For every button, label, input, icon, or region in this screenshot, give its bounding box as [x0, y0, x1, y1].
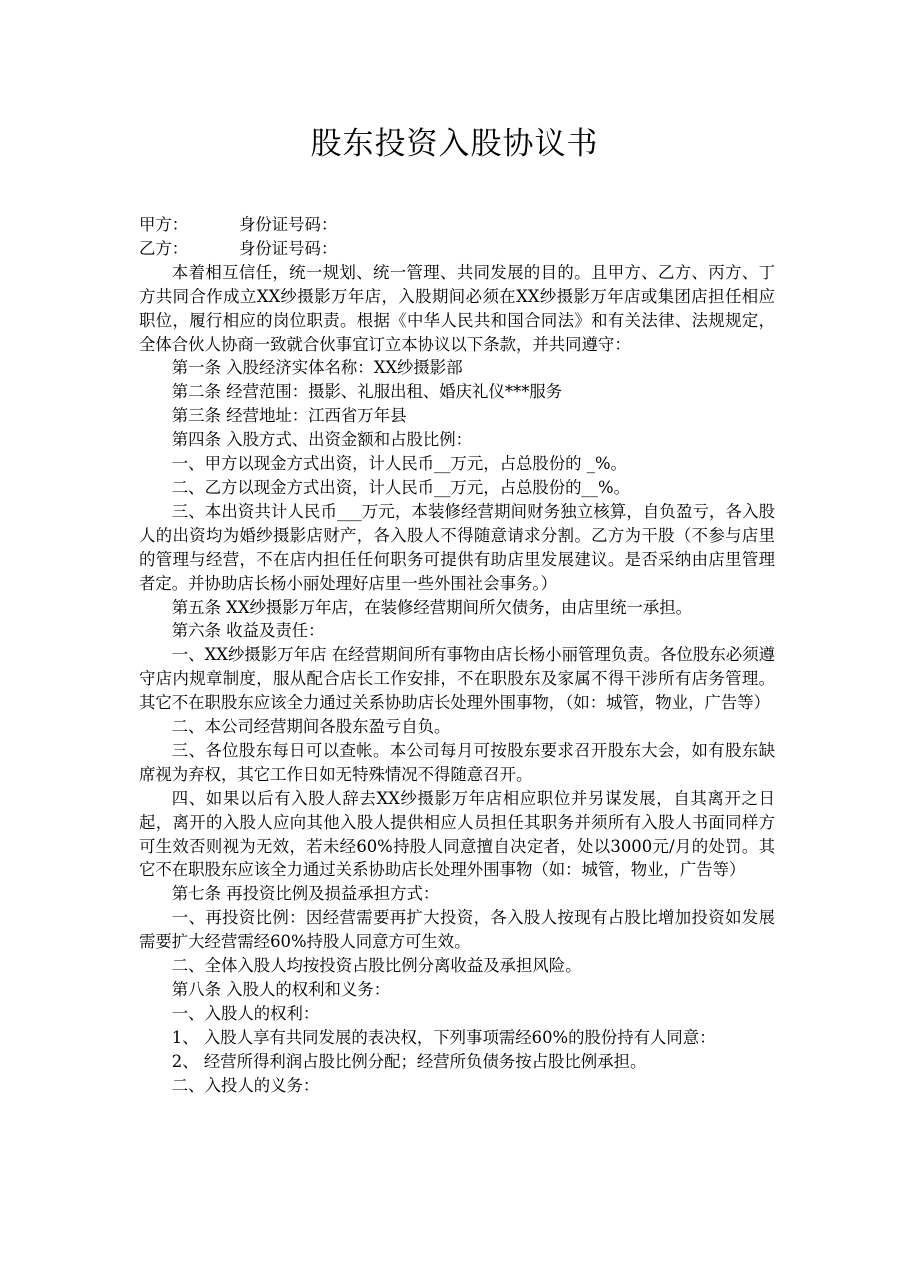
paragraph: 第三条 经营地址：江西省万年县 — [171, 406, 407, 426]
paragraph: 二、入投人的义务： — [171, 1075, 320, 1095]
paragraph: 一、XX纱摄影万年店 在经营期间所有事物由店长杨小丽管理负责。各位股东必须遵守店内规章制度，服从配合店长工作安排，不在职股东及家属不得干涉所有店务管理。其它不在职股东应该全力通过关系协助店长处理外围事物，（如：城管，物业，广告等） — [139, 645, 775, 713]
paragraph: 第六条 收益及责任： — [171, 621, 325, 641]
paragraph: 1、 入股人享有共同发展的表决权，下列事项需经60%的股份持有人同意： — [171, 1027, 716, 1047]
paragraph: 三、各位股东每日可以查帐。本公司每月可按股东要求召开股东大会，如有股东缺席视为弃权，其它工作日如无特殊情况不得随意召开。 — [139, 740, 775, 784]
party-a-label: 甲方： — [139, 215, 189, 234]
paragraph: 本着相互信任，统一规划、统一管理、共同发展的目的。且甲方、乙方、丙方、丁方共同合作成立XX纱摄影万年店，入股期间必须在XX纱摄影万年店或集团店担任相应职位，履行相应的岗位职责。根据《中华人民共和国合同法》和有关法律、法规规定，全体合伙人协商一致就合伙事宜订立本协议以下条款，并共同遵守： — [139, 262, 775, 354]
party-b-id-label: 身份证号码： — [239, 238, 338, 258]
paragraph: 第四条 入股方式、出资金额和占股比例： — [171, 430, 473, 450]
paragraph: 第五条 XX纱摄影万年店，在装修经营期间所欠债务，由店里统一承担。 — [171, 597, 693, 617]
party-a-id-label: 身份证号码： — [239, 215, 338, 234]
party-b-line — [139, 237, 775, 261]
document-body — [139, 213, 775, 1098]
paragraph: 二、本公司经营期间各股东盈亏自负。 — [171, 717, 451, 737]
paragraph: 第一条 入股经济实体名称：XX纱摄影部 — [171, 358, 463, 378]
paragraph: 三、本出资共计人民币___万元，本装修经营期间财务独立核算，自负盈亏，各入股人的出资均为婚纱摄影店财产，各入股人不得随意请求分割。乙方为干股（不参与店里的管理与经营，不在店内担任任何职务可提供有助店里发展建议。是否采纳由店里管理者定。并协助店长杨小丽处理好店里一些外围社会事务。） — [139, 501, 775, 593]
clauses — [139, 261, 775, 1098]
paragraph: 四、如果以后有入股人辞去XX纱摄影万年店相应职位并另谋发展，自其离开之日起，离开的入股人应向其他入股人提供相应人员担任其职务并须所有入股人书面同样方可生效否则视为无效，若未经60%持股人同意擅自决定者，处以3000元/月的处罚。其它不在职股东应该全力通过关系协助店长处理外围事物（如：城管，物业，广告等） — [139, 788, 775, 880]
paragraph: 二、全体入股人均按投资占股比例分离收益及承担风险。 — [171, 956, 582, 976]
paragraph: 第二条 经营范围：摄影、礼服出租、婚庆礼仪***服务 — [171, 382, 563, 402]
paragraph: 第八条 入股人的权利和义务： — [171, 980, 391, 999]
paragraph: 一、甲方以现金方式出资，计人民币__万元，占总股份的 _%。 — [171, 454, 627, 474]
paragraph: 第七条 再投资比例及损益承担方式： — [171, 884, 440, 904]
paragraph: 2、 经营所得利润占股比例分配；经营所负债务按占股比例承担。 — [171, 1051, 647, 1071]
paragraph: 一、入股人的权利： — [171, 1003, 320, 1023]
party-b-label: 乙方： — [139, 238, 189, 258]
paragraph: 二、乙方以现金方式出资，计人民币__万元，占总股份的__%。 — [171, 477, 630, 497]
paragraph: 一、再投资比例：因经营需要再扩大投资，各入股人按现有占股比增加投资如发展需要扩大经营需经60%持股人同意方可生效。 — [139, 908, 775, 952]
party-a-line — [139, 213, 775, 237]
document-title: 股东投资入股协议书 — [310, 126, 599, 162]
